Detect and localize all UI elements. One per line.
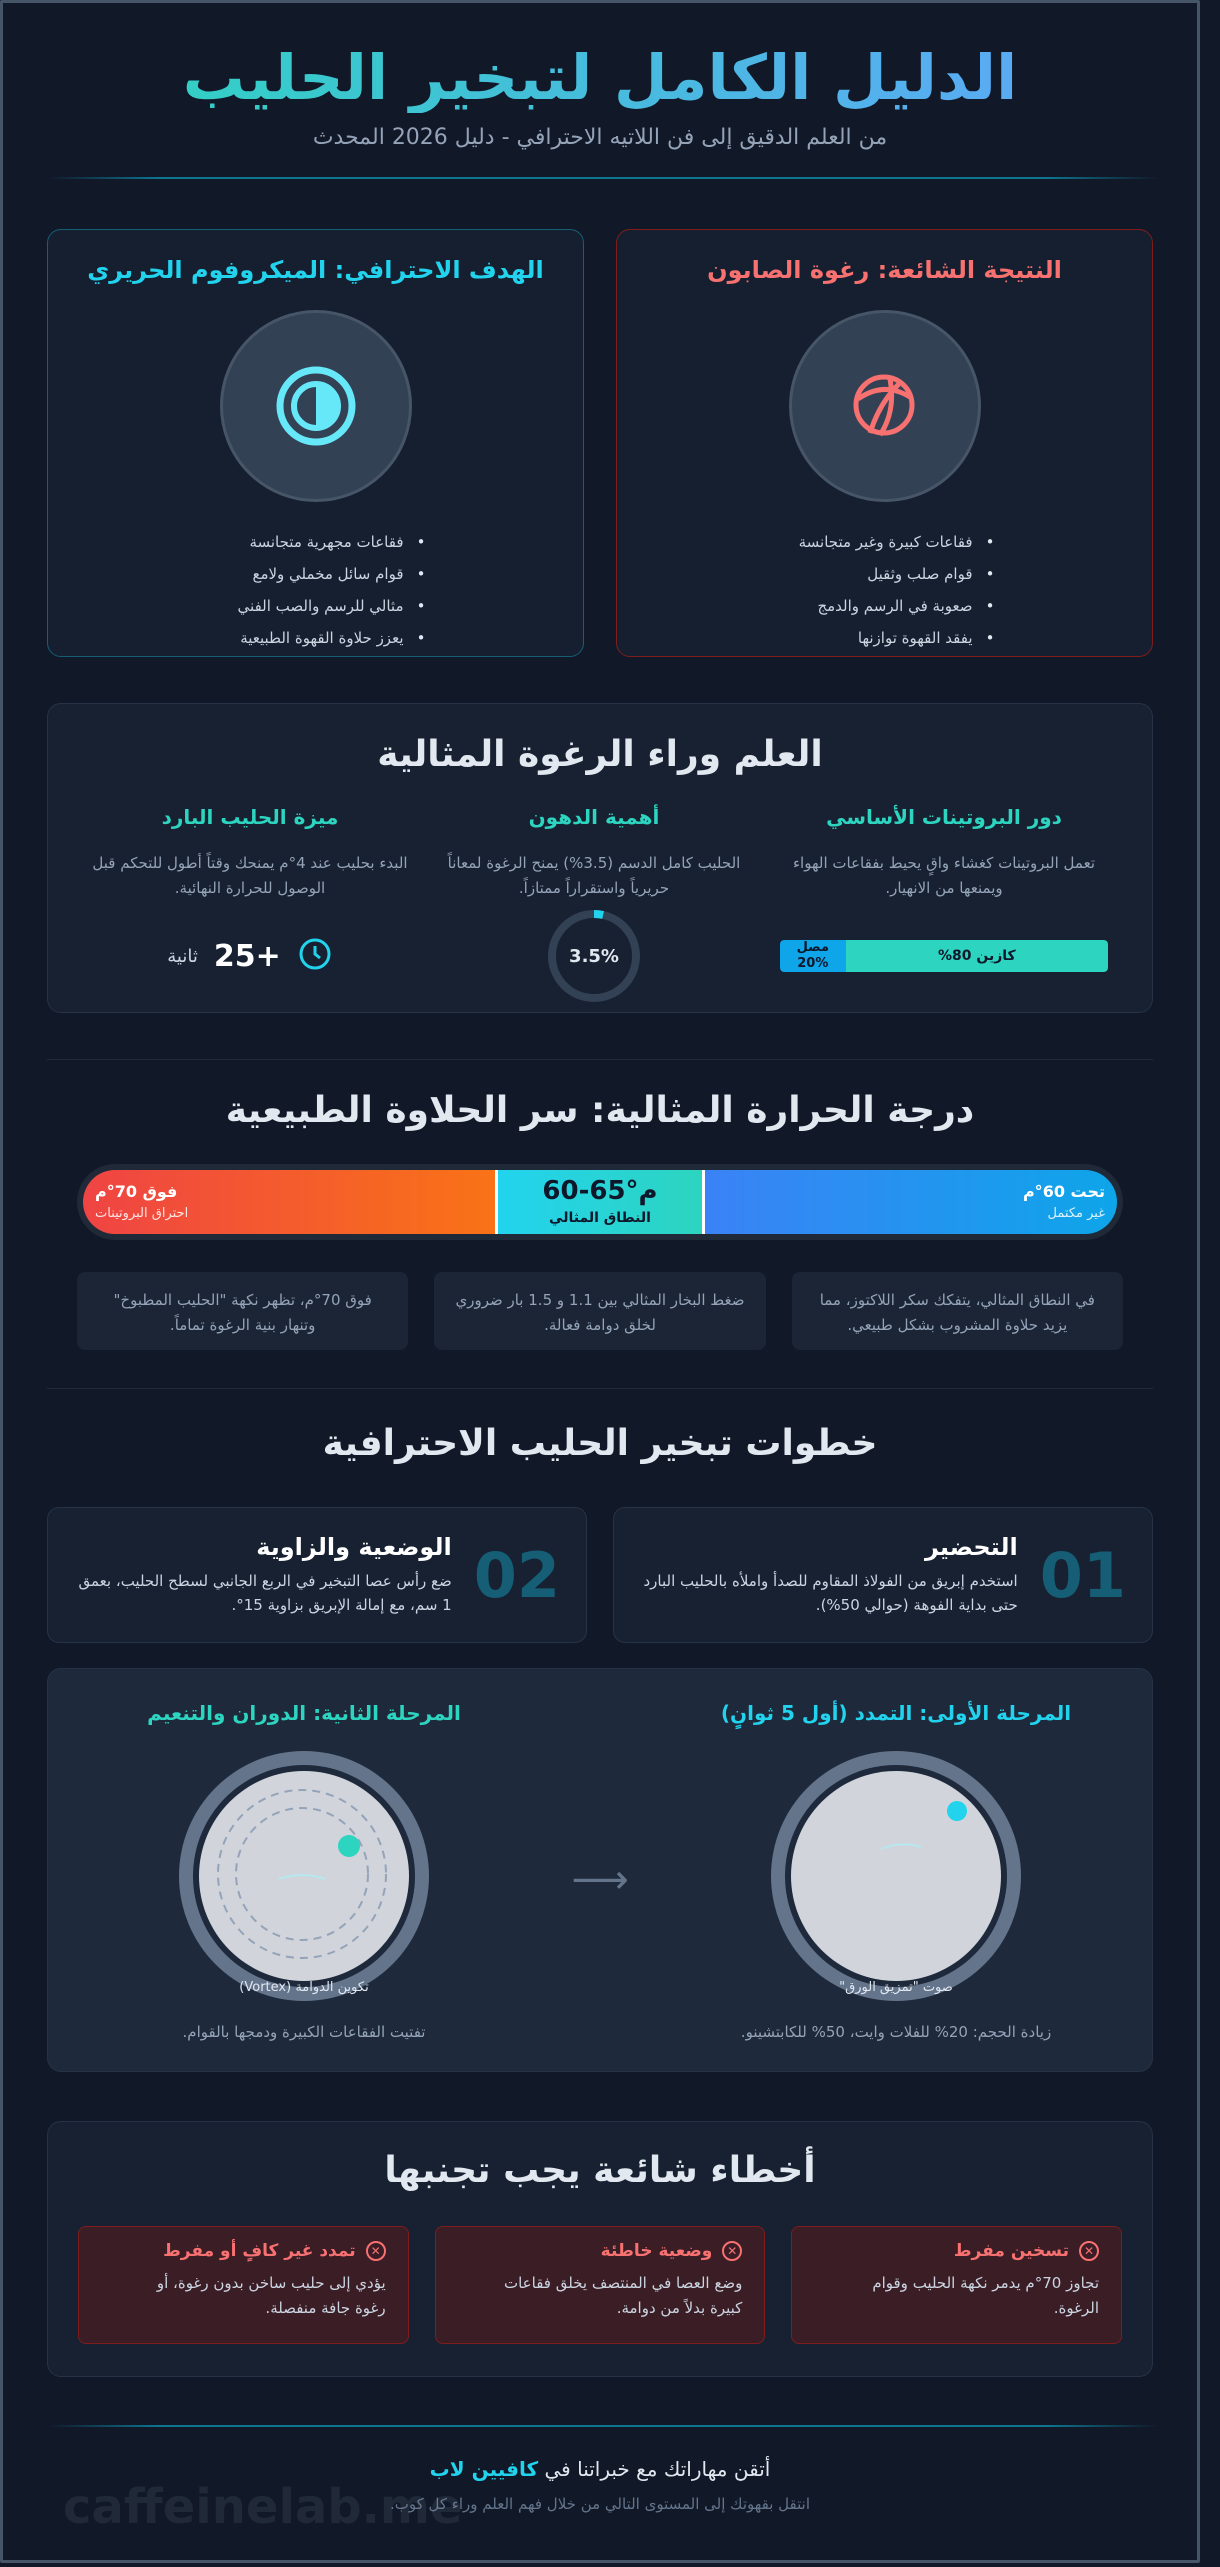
casein-segment: كازين 80% bbox=[846, 940, 1108, 972]
mistake-text: وضع العصا في المنتصف يخلق فقاعات كبيرة بدلاً من دوامة. bbox=[503, 2274, 743, 2317]
mistake-title: تسخين مفرط bbox=[953, 2241, 1069, 2261]
page-header bbox=[47, 43, 1153, 150]
milk-surface bbox=[199, 1771, 409, 1981]
arrow-icon: ⟶ bbox=[571, 1857, 629, 1903]
phase-caption: تكوين الدوامة (Vortex) bbox=[239, 1980, 369, 1995]
mistake-title: تمدد غير كافٍ أو مفرط bbox=[163, 2241, 356, 2261]
phases-section bbox=[47, 1668, 1153, 2072]
temperature-note: فوق 70°م، تظهر نكهة "الحليب المطبوخ" وتنهار بنية الرغوة تماماً. bbox=[77, 1272, 408, 1350]
ideal-sub: النطاق المثالي bbox=[549, 1210, 651, 1226]
phase-vortex bbox=[48, 1669, 560, 2071]
hot-label: فوق 70°م bbox=[95, 1182, 178, 1201]
fat-column bbox=[422, 805, 766, 1001]
fat-text: الحليب كامل الدسم (3.5%) يمنح الرغوة لمعاناً حريرياً واستقراراً ممتازاً. bbox=[447, 854, 741, 897]
list-item: • يفقد القهوة توازنها bbox=[775, 622, 995, 654]
milk-surface bbox=[791, 1771, 1001, 1981]
pitcher-top-view bbox=[179, 1751, 429, 2001]
ideal-zone bbox=[495, 1170, 705, 1234]
temperature-note: ضغط البخار المثالي بين 1.1 و 1.5 بار ضروري لخلق دوامة فعالة. bbox=[434, 1272, 765, 1350]
mistakes-section bbox=[47, 2121, 1153, 2377]
list-item: • يعزز حلاوة القهوة الطبيعية bbox=[206, 622, 426, 654]
fat-title: أهمية الدهون bbox=[528, 805, 660, 829]
steps-header bbox=[47, 1423, 1153, 1464]
step-title: الوضعية والزاوية bbox=[256, 1533, 452, 1561]
science-title: العلم وراء الرغوة المثالية bbox=[377, 734, 823, 775]
target-icon bbox=[220, 310, 412, 502]
mistakes-title: أخطاء شائعة يجب تجنبها bbox=[384, 2150, 816, 2191]
brand-link[interactable]: كافيين لاب bbox=[429, 2457, 539, 2481]
hot-zone bbox=[83, 1170, 495, 1234]
mistake-text: تجاوز 70°م يدمر نكهة الحليب وقوام الرغوة. bbox=[872, 2274, 1099, 2317]
mistake-title: وضعية خاطئة bbox=[600, 2241, 713, 2261]
step-card bbox=[47, 1507, 587, 1643]
step-text: ضع رأس عصا التبخير في الربع الجانبي لسطح الحليب، بعمق 1 سم، مع إمالة الإبريق بزاوية 15°. bbox=[78, 1572, 452, 1614]
comparison-section bbox=[47, 229, 1153, 657]
step-title: التحضير bbox=[925, 1533, 1018, 1561]
cold-sub: غير مكتمل bbox=[1047, 1206, 1105, 1221]
list-item: • صعوبة في الرسم والدمج bbox=[775, 590, 995, 622]
error-icon: ✕ bbox=[722, 2241, 742, 2261]
list-item: • قوام سائل مخملي ولامع bbox=[206, 558, 426, 590]
pitcher-top-view bbox=[771, 1751, 1021, 2001]
soap-foam-title: النتيجة الشائعة: رغوة الصابون bbox=[707, 256, 1062, 284]
list-item: • فقاعات كبيرة وغير متجانسة bbox=[775, 526, 995, 558]
step-number: 01 bbox=[1039, 1538, 1126, 1612]
fat-percent-label: 3.5% bbox=[569, 945, 619, 967]
clock-icon bbox=[297, 936, 333, 976]
footer-prefix: أتقن مهاراتك مع خبراتنا في bbox=[544, 2457, 771, 2481]
microfoam-card bbox=[47, 229, 584, 657]
temperature-title: درجة الحرارة المثالية: سر الحلاوة الطبيعية bbox=[225, 1090, 975, 1131]
hot-sub: احتراق البروتينات bbox=[95, 1206, 189, 1221]
time-value: 25+ bbox=[213, 938, 281, 974]
science-section bbox=[47, 703, 1153, 1013]
phase-title: المرحلة الأولى: التمدد (أول 5 ثوانٍ) bbox=[720, 1701, 1072, 1725]
error-icon: ✕ bbox=[366, 2241, 386, 2261]
phase-title: المرحلة الثانية: الدوران والتنعيم bbox=[147, 1701, 461, 1725]
page-title: الدليل الكامل لتبخير الحليب bbox=[47, 43, 1153, 113]
microfoam-title: الهدف الاحترافي: الميكروفوم الحريري bbox=[87, 256, 544, 284]
page-subtitle: من العلم الدقيق إلى فن اللاتيه الاحترافي - دليل 2026 المحدث bbox=[312, 125, 888, 150]
divider bbox=[47, 177, 1159, 179]
mistake-card bbox=[791, 2226, 1122, 2344]
phase-stretch bbox=[640, 1669, 1152, 2071]
footer-line bbox=[47, 2457, 1153, 2481]
microfoam-list bbox=[206, 526, 426, 654]
protein-ratio-bar bbox=[780, 940, 1108, 972]
protein-column bbox=[766, 805, 1122, 1001]
list-item: • مثالي للرسم والصب الفني bbox=[206, 590, 426, 622]
phase-caption: صوت "تمزيق الورق" bbox=[839, 1980, 953, 1995]
step-text: استخدم إبريق من الفولاذ المقاوم للصدأ واملأه بالحليب البارد حتى بداية الفوهة (حوالي 50%). bbox=[643, 1572, 1018, 1614]
cold-milk-column bbox=[78, 805, 422, 1001]
temperature-gauge bbox=[77, 1164, 1123, 1240]
step-number: 02 bbox=[473, 1538, 560, 1612]
phase-description: تفتيت الفقاعات الكبيرة ودمجها بالقوام. bbox=[182, 2023, 426, 2041]
fat-donut-chart bbox=[546, 908, 642, 1004]
mistake-card bbox=[78, 2226, 409, 2344]
ideal-label: 60-65°م bbox=[542, 1176, 658, 1206]
watermark-logo: caffeinelab.me bbox=[63, 2479, 463, 2535]
timer-readout bbox=[167, 936, 332, 976]
divider bbox=[47, 2425, 1159, 2427]
cold-milk-title: ميزة الحليب البارد bbox=[161, 805, 339, 829]
footer-subline: انتقل بقهوتك إلى المستوى التالي من خلال فهم العلم وراء كل كوب. bbox=[389, 2495, 810, 2513]
list-item: • قوام صلب وثقيل bbox=[775, 558, 995, 590]
temperature-note: في النطاق المثالي، يتفكك سكر اللاكتوز، مما يزيد حلاوة المشروب بشكل طبيعي. bbox=[792, 1272, 1123, 1350]
list-item: • فقاعات مجهرية متجانسة bbox=[206, 526, 426, 558]
step-card bbox=[613, 1507, 1153, 1643]
time-unit: ثانية bbox=[167, 945, 198, 967]
protein-title: دور البروتينات الأساسي bbox=[826, 805, 1062, 829]
protein-text: تعمل البروتينات كغشاء واقٍ يحيط بفقاعات الهواء ويمنعها من الانهيار. bbox=[793, 854, 1095, 897]
bubbles-icon bbox=[789, 310, 981, 502]
error-icon: ✕ bbox=[1079, 2241, 1099, 2261]
cold-milk-text: البدء بحليب عند 4°م يمنحك وقتاً أطول للتحكم قبل الوصول للحرارة النهائية. bbox=[92, 854, 408, 897]
soap-foam-card bbox=[616, 229, 1153, 657]
whey-segment: مصل %20 bbox=[780, 940, 846, 972]
mistake-text: يؤدي إلى حليب ساخن بدون رغوة، أو رغوة جافة منفصلة. bbox=[156, 2274, 386, 2317]
cold-zone bbox=[705, 1170, 1117, 1234]
temperature-section bbox=[47, 1059, 1153, 1389]
steps-title: خطوات تبخير الحليب الاحترافية bbox=[322, 1423, 878, 1464]
cold-label: تحت 60°م bbox=[1022, 1182, 1105, 1201]
soap-foam-list bbox=[775, 526, 995, 654]
phase-description: زيادة الحجم: 20% للفلات وايت، 50% للكابتشينو. bbox=[740, 2023, 1052, 2041]
mistake-card bbox=[435, 2226, 766, 2344]
steps-row bbox=[47, 1507, 1153, 1643]
